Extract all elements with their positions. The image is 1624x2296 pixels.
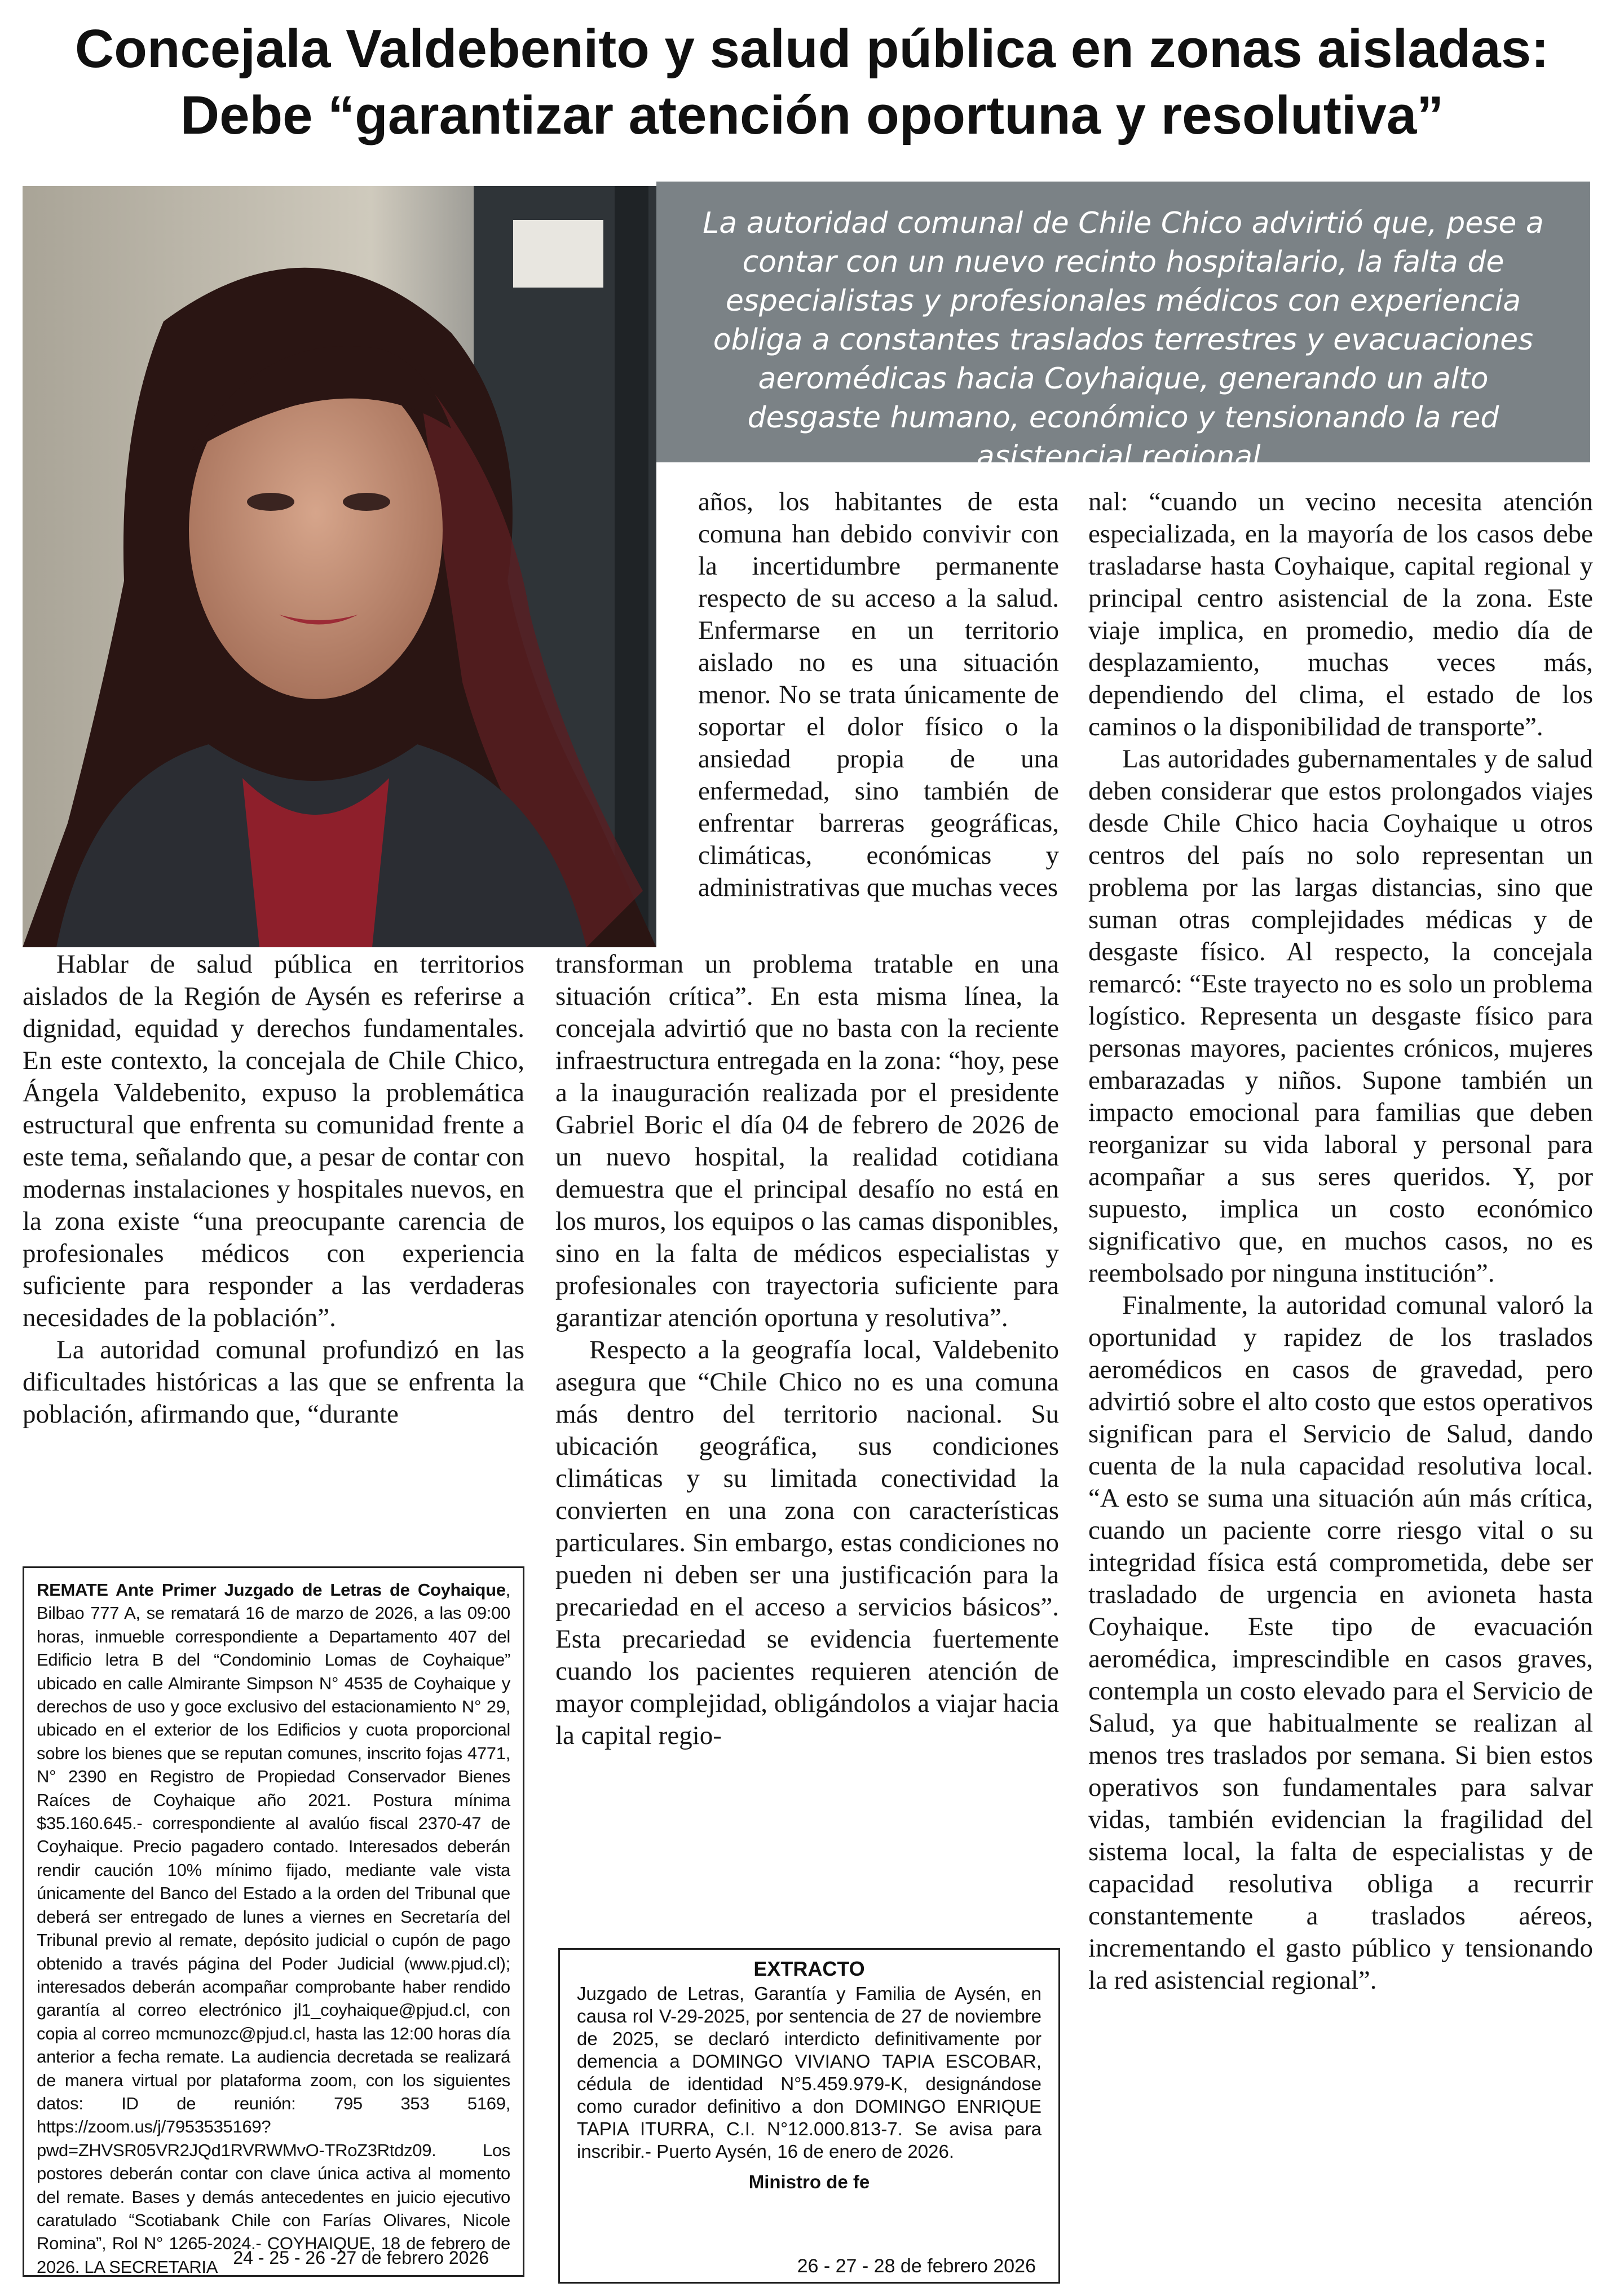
paragraph: Las autoridades gubernamentales y de salud deben considerar que estos prolongados viajes desde Chile Chico hacia Coyhaique u otros centros del país no solo representan un problema por las largas distancias, sino que suman otras complejidades médicas y de desgaste físico. Al respecto, la concejala remarcó: “Este trayecto no es solo un problema logístico. Representa un desgaste físico para personas mayores, pacientes crónicos, mujeres embarazadas y niños. Supone también un impacto emocional para familias que deben reorganizar su vida laboral y personal para acompañar a sus seres queridos. Y, por supuesto, implica un costo económico significativo que, en muchos casos, no es reembolsado por ninguna institución”. xyxy=(1088,744,1593,1288)
paragraph: Finalmente, la autoridad comunal valoró la oportunidad y rapidez de los traslados aeromédicos en casos de gravedad, pero advirtió sobre el alto costo que estos operativos significan para el Servicio de Salud, dando cuenta de la nula capacidad resolutiva local. “A esto se suma una situación aún más crítica, cuando un paciente corre riesgo vital o su integridad física está comprometida, debe ser trasladado de urgencia en avioneta hasta Coyhaique. Este tipo de evacuación aeromédica, imprescindible en casos graves, contempla un costo elevado para el Servicio de Salud, ya que habitualmente se realizan al menos tres traslados por semana. Si bien estos operativos son fundamentales para salvar vidas, también evidencian la fragilidad del sistema local, la falta de especialistas y de capacidad resolutiva obliga a recurrir constantemente a traslados aéreos, incrementando el gasto público y tensionando la red asistencial regional”. xyxy=(1088,1291,1593,1995)
remate-publication-dates: 24 - 25 - 26 -27 de febrero 2026 xyxy=(233,2247,489,2268)
paragraph: Hablar de salud pública en territorios aislados de la Región de Aysén es referirse a dignidad, equidad y derechos fundamentales. En este contexto, la concejala de Chile Chico, Ángela Valdebenito, expuso la problemática estructural que enfrenta su comunidad frente a este tema, señalando que, a pesar de contar con modernas instalaciones y hospitales nuevos, en la zona existe “una preocupante carencia de profesionales médicos con experiencia suficiente para responder a las verdaderas necesidades de la población”. xyxy=(23,950,524,1332)
extracto-legal-notice xyxy=(558,1948,1060,2284)
paragraph: Respecto a la geografía local, Valdebenito asegura que “Chile Chico no es una comuna más dentro del territorio nacional. Su ubicación geográfica, sus condiciones climáticas y su limitada conectividad la convierten en una zona con características particulares. Sin embargo, estas condiciones no pueden ni deben ser una justificación para la precariedad en el acceso a servicios básicos”. Esta precariedad se evidencia fuertemente cuando los pacientes requieren atención de mayor complejidad, obligándolos a viajar hacia la capital regio- xyxy=(555,1335,1059,1750)
paragraph: La autoridad comunal profundizó en las dificultades históricas a las que se enfrenta la población, afirmando que, “durante xyxy=(23,1335,524,1429)
extracto-signature: Ministro de fe xyxy=(748,2171,870,2192)
article-headline xyxy=(23,16,1601,149)
remate-text xyxy=(37,1578,510,2279)
headline-line-1: Concejala Valdebenito y salud pública en zonas aisladas: xyxy=(74,19,1550,79)
remate-body: , Bilbao 777 A, se rematará 16 de marzo de 2026, a las 09:00 horas, inmueble correspondiente a Departamento 407 del Edificio letra B del “Condominio Lomas de Coyhaique” ubicado en calle Almirante Simpson N° 4535 de Coyhaique y derechos de uso y goce exclusivo del estacionamiento N° 29, ubicado en el exterior de los Edificios y cuota proporcional sobre los bienes que se reputan comunes, inscrito fojas 4771, N° 2390 en Registro de Propiedad Conservador Bienes Raíces de Coyhaique año 2021. Postura mínima $35.160.645.- correspondiente al avalúo fiscal 2370-47 de Coyhaique. Precio pagadero contado. Interesados deberán rendir caución 10% mínimo fijado, mediante vale vista únicamente del Banco del Estado a la orden del Tribunal que deberá ser entregado de lunes a viernes en Secretaría del Tribunal previo al remate, depósito judicial o cupón de pago obtenido a través página del Poder Judicial (www.pjud.cl); interesados deberán acompañar comprobante haber rendido garantía al correo electrónico jl1_coyhaique@pjud.cl, con copia al correo mcmunozc@pjud.cl, hasta las 12:00 horas día anterior a fecha remate. La audiencia decretada se realizará de manera virtual por plataforma zoom, con los siguientes datos: ID de reunión: 795 353 5169, https://zoom.us/j/7953535169? pwd=ZHVSR05VR2JQd1RVRWMvO-TRoZ3Rtdz09. Los postores deberán contar con clave única activa al momento del remate. Bases y demás antecedentes en juicio ejecutivo caratulado “Scotiabank Chile con Farías Olivares, Nicole Romina”, Rol N° 1265-2024.- COYHAIQUE, 18 de febrero de 2026. LA SECRETARIA xyxy=(37,1580,510,2277)
article-column-1 xyxy=(23,948,524,1526)
extracto-body: Juzgado de Letras, Garantía y Familia de Aysén, en causa rol V-29-2025, por sentencia de 27 de noviembre de 2025, se declaró interdicto definitivamente por demencia a DOMINGO VIVIANO TAPIA ESCOBAR, cédula de identidad N°5.459.979-K, designándose como curador definitivo a don DOMINGO ENRIQUE TAPIA ITURRA, C.I. N°12.000.813-7. Se avisa para inscribir.- Puerto Aysén, 16 de enero de 2026. xyxy=(577,1983,1042,2162)
article-column-2-top xyxy=(698,486,1059,951)
article-column-2 xyxy=(555,948,1059,1879)
extracto-publication-dates: 26 - 27 - 28 de febrero 2026 xyxy=(797,2255,1036,2277)
portrait-photo xyxy=(23,186,656,947)
article-deck: La autoridad comunal de Chile Chico advirtió que, pese a contar con un nuevo recinto hospitalario, la falta de especialistas y profesionales médicos con experiencia obliga a constantes traslados terrestres y evacuaciones aeromédicas hacia Coyhaique, generando un alto desgaste humano, económico y tensionando la red asistencial regional. xyxy=(656,182,1590,462)
paragraph: transforman un problema tratable en una situación crítica”. En esta misma línea, la concejala advirtió que no basta con la reciente infraestructura entregada en la zona: “hoy, pese a la inauguración realizada por el presidente Gabriel Boric el día 04 de febrero de 2026 de un nuevo hospital, la realidad cotidiana demuestra que el principal desafío no está en los muros, los equipos o las camas disponibles, sino en la falta de médicos especialistas y profesionales con trayectoria suficiente para garantizar atención oportuna y resolutiva”. xyxy=(555,950,1059,1332)
article-column-3 xyxy=(1088,486,1593,2279)
paragraph: nal: “cuando un vecino necesita atención especializada, en la mayoría de los casos debe trasladarse hasta Coyhaique, capital regional y principal centro asistencial de la zona. Este viaje implica, en promedio, medio día de desplazamiento, muchas veces más, dependiendo del clima, el estado de los caminos o la disponibilidad de transporte”. xyxy=(1088,487,1593,741)
paragraph: años, los habitantes de esta comuna han debido convivir con la incertidumbre permanente respecto de su acceso a la salud. Enfermarse en un territorio aislado no es una situación menor. No se trata únicamente de soportar el dolor físico o la ansiedad propia de una enfermedad, sino también de enfrentar barreras geográficas, climáticas, económicas y administrativas que muchas veces xyxy=(698,487,1059,902)
remate-lead: REMATE Ante Primer Juzgado de Letras de Coyhaique xyxy=(37,1580,506,1600)
headline-line-2: Debe “garantizar atención oportuna y resolutiva” xyxy=(180,85,1444,145)
remate-legal-notice xyxy=(23,1566,524,2277)
extracto-title: EXTRACTO xyxy=(753,1957,865,1980)
